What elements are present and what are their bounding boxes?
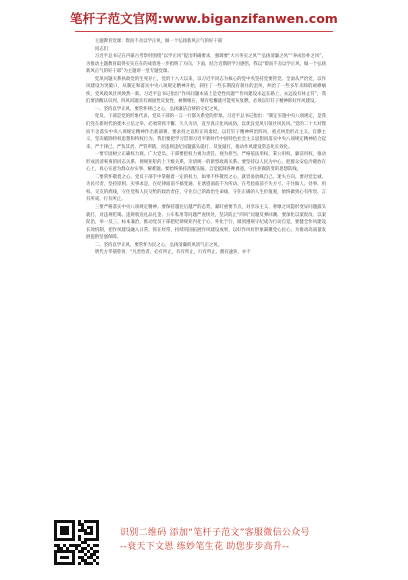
paragraph: 习近平总书记在内蒙古考察时围绕“以学正风”提出明确要求，强调要“大兴务实之风”“弘扬清廉之风”“养成俭朴之风”，为推动主题教育取得实实在在的成效进一步指明了方向。下面，结合近期的学习感悟，我以“锲而不舍以学正风，做一个弘扬新风正气的好干部”为主题讲一堂专题党课。 <box>86 54 326 75</box>
footer-line-1: 识别二维码 添加“笔杆子范文”客服微信公众号 <box>120 528 310 538</box>
heading-line: 同志们： <box>94 46 113 52</box>
paragraph: 二要常怀敬畏之心。党员干部手中掌握着一定的权力，如果不怀敬畏之心，就容易放纵自己、迷失方向。要对党忠诚、为民尽责，坚持原则、实事求是，在纪律面前不搞变通、在诱惑面前不为所动、在考验面前不失方寸。守住做人、处事、用权、交友的底线，守住党和人民交给的政治责任，守住自己的政治生命线，守住正确的人生价值观，始终做到心有所畏、言有所戒、行有所止。 <box>86 174 326 203</box>
paragraph: 一要牢固树立正确权力观。广大党员、干部要把权力视为责任、视为担当，严格依法用权、秉公用权、廉洁用权，推动形成清清爽爽的同志关系、规规矩矩的上下级关系、亲清统一的新型政商关系。要坚持以人民为中心，把群众安危冷暖放在心上，真心实意为群众办实事、解难题。要始终保持清醒头脑，自觉抵制各种诱惑，守住拒腐防变的思想防线。 <box>86 152 326 173</box>
article-body <box>86 38 326 257</box>
paragraph: 二、坚持以学正风，要常怀为民之心，弘扬清廉的风清气正之风。 <box>94 242 223 248</box>
paragraph: 党员、干部是党的形象代表，党员干部的一言一行都关系党的形象。习近平总书记指出：“制定实施中央八项规定，是我们党在新时代的徙木立信之举，必须常抓不懈、久久为功，直至真正化风成俗，以优良党风引领社风民风。”党的二十大对锲而不舍落实中央八项规定精神作出新部署，要求持之以恒正风肃纪，以钉钉子精神纠治四风，重点纠治形式主义、官僚主义，坚决破除特权思想和特权行为。我们要把学习贯彻习近平新时代中国特色社会主义思想同落实中央八项规定精神结合起来，严于律己、严负其责、严管所辖，对违规违纪问题露头就打、反复敲打，推动作风建设常态化长效化。 <box>86 114 326 150</box>
site-header <box>0 0 408 34</box>
paragraph: 明代方孝孺曾说：“凡善怡者，必有所止，有有所止，行有所止，偶有逾矩，亦不 <box>94 250 251 256</box>
header-divider <box>75 31 333 32</box>
paragraph: 三要严格落实中央八项规定精神。要保持越往后越严的态势，紧盯重要节点，对享乐主义、奢靡之风隐形变异问题露头就打，对违规吃喝、违规收送礼品礼金、公车私用等问题严查快处，坚决防止“四风”问题反弹回潮。要深化以案促改、以案促治，举一反三、标本兼治，推动党员干部把纪律规矩内化于心、外化于行，做到遵规守纪成为行动自觉。要健全作风建设长效机制，把作风建设融入日常、抓在经常，持续巩固拓展作风建设成果，以好作风好形象凝聚党心民心，为推动高质量发展提供坚强保障。 <box>86 205 326 241</box>
footer <box>54 520 354 566</box>
footer-line-2: --衰天下文恩 练妙笔生花 助您步步高升-- <box>120 542 290 552</box>
paragraph: 党风问题关系执政党的生死存亡，党的十八大以来，以习近平同志为核心的党中央坚持党要管党、全面从严治党，以作风建设为突破口，从制定和落实中央八项规定精神开始，刹住了一些长期没有刹住的歪风，纠治了一些多年未除的顽瘴痼疾，党风政风社风焕然一新。习近平总书记指出“作风问题本质上是党性问题”“作风建设永远在路上，永远没有休止符”，我们要清醒认识到，四风问题具有顽固性反复性，树倒根在，稍有松懈就可能死灰复燃，必须以钉钉子精神抓好作风建设。 <box>86 76 326 105</box>
paragraph: 一、坚持以学正风，要常怀律己之心，弘扬廉洁自律的守纪之风。 <box>94 106 223 112</box>
heading-line: 主题教育党课：锲而不舍以学正风，做一个弘扬新风正气的好干部 <box>94 39 223 44</box>
site-title[interactable]: 笔杆子范文官网:www.biganzifanwen.com <box>70 11 338 26</box>
footer-text <box>120 526 350 554</box>
qr-code-icon <box>54 520 99 565</box>
